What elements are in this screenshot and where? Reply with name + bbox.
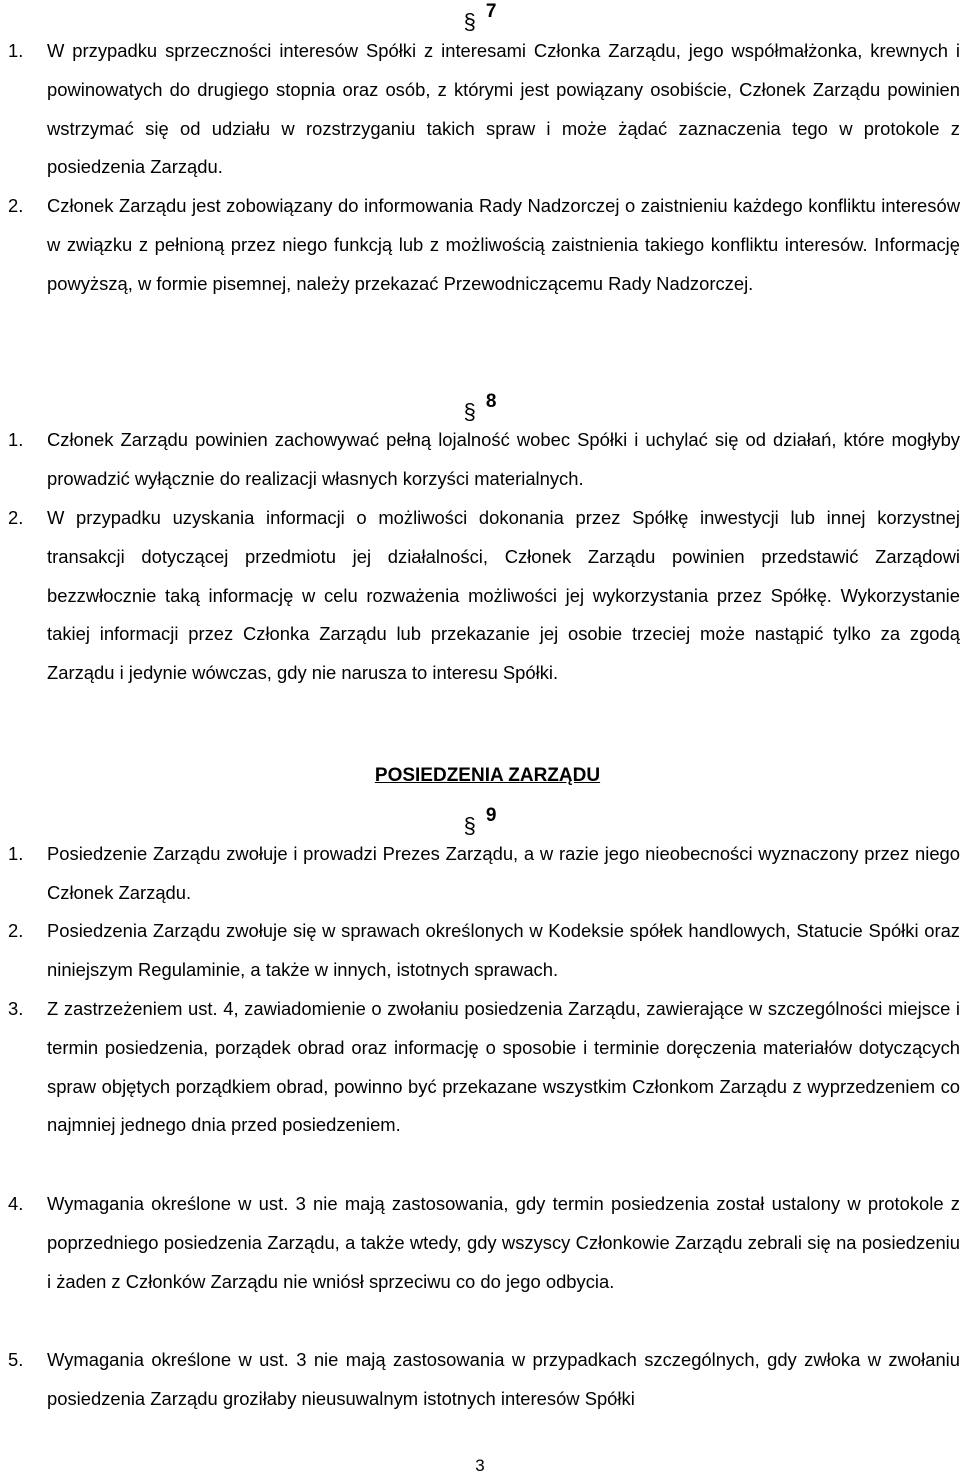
item-number: 1.: [8, 429, 24, 450]
list-item: [8, 499, 960, 733]
list-item: [8, 32, 960, 188]
chapter-title: POSIEDZENIA ZARZĄDU: [374, 765, 601, 786]
section-sign: §: [463, 9, 476, 34]
section-sign: §: [463, 813, 476, 838]
item-number: 1.: [8, 843, 24, 864]
item-number: 4.: [8, 1193, 24, 1214]
section-number: 9: [485, 805, 497, 826]
item-text: Posiedzenie Zarządu zwołuje i prowadzi Prezes Zarządu, a w razie jego nieobecności wyznaczony przez niego Członek Zarządu.: [47, 843, 960, 903]
page-number: 3: [475, 1456, 485, 1475]
item-text: W przypadku uzyskania informacji o możliwości dokonania przez Spółkę inwestycji lub innej korzystnej transakcji dotyczącej przedmiotu jej działalności, Członek Zarządu powinien przedstawić Zarządowi bezzwłocznie taką informację w celu rozważenia możliwości jej wykorzystania przez Spółkę. Wykorzystanie takiej informacji przez Członka Zarządu lub przekazanie jej osobie trzeciej może nastąpić tylko za zgodą Zarządu i jedynie wówczas, gdy nie narusza to interesu Spółki.: [47, 507, 960, 684]
item-text: Członek Zarządu powinien zachowywać pełną lojalność wobec Spółki i uchylać się od działań, które mogłyby prowadzić wyłącznie do realizacji własnych korzyści materialnych.: [47, 429, 960, 489]
list-item: [8, 187, 960, 343]
section-sign: §: [463, 399, 476, 424]
item-text: Wymagania określone w ust. 3 nie mają zastosowania w przypadkach szczególnych, gdy zwłoka w zwołaniu posiedzenia Zarządu groziłaby nieusuwalnym istotnych interesów Spółki: [47, 1349, 960, 1409]
list-item: [8, 912, 960, 990]
section-heading-7: [0, 0, 960, 34]
section-number: 8: [485, 391, 497, 412]
list-item: [8, 990, 960, 1185]
list-item: [8, 835, 960, 913]
section-heading-8: [0, 390, 960, 424]
item-text: Z zastrzeżeniem ust. 4, zawiadomienie o zwołaniu posiedzenia Zarządu, zawierające w szczególności miejsce i termin posiedzenia, porządek obrad oraz informację o sposobie i terminie doręczenia materiałów dotyczących spraw objętych porządkiem obrad, powinno być przekazane wszystkim Członkom Zarządu z wyprzedzeniem co najmniej jednego dnia przed posiedzeniem.: [47, 998, 960, 1136]
item-text: Członek Zarządu jest zobowiązany do informowania Rady Nadzorczej o zaistnieniu każdego konfliktu interesów w związku z pełnioną przez niego funkcją lub z możliwością zaistnienia takiego konfliktu interesów. Informację powyższą, w formie pisemnej, należy przekazać Przewodniczącemu Rady Nadzorczej.: [47, 195, 960, 294]
item-number: 3.: [8, 998, 24, 1019]
item-text: W przypadku sprzeczności interesów Spółki z interesami Członka Zarządu, jego współmałżonka, krewnych i powinowatych do drugiego stopnia oraz osób, z którymi jest powiązany osobiście, Członek Zarządu powinien wstrzymać się od udziału w rozstrzyganiu takich spraw i może żądać zaznaczenia tego w protokole z posiedzenia Zarządu.: [47, 40, 960, 178]
item-number: 2.: [8, 920, 24, 941]
section-number: 7: [485, 1, 497, 22]
list-item: [8, 1341, 960, 1419]
item-number: 1.: [8, 40, 24, 61]
item-number: 2.: [8, 195, 24, 216]
item-text: Wymagania określone w ust. 3 nie mają zastosowania, gdy termin posiedzenia został ustalony w protokole z poprzedniego posiedzenia Zarządu, a także wtedy, gdy wszyscy Członkowie Zarządu zebrali się na posiedzeniu i żaden z Członków Zarządu nie wniósł sprzeciwu co do jego odbycia.: [47, 1193, 960, 1292]
item-text: Posiedzenia Zarządu zwołuje się w sprawach określonych w Kodeksie spółek handlowych, Statucie Spółki oraz niniejszym Regulaminie, a także w innych, istotnych sprawach.: [47, 920, 960, 980]
item-number: 2.: [8, 507, 24, 528]
item-number: 5.: [8, 1349, 24, 1370]
list-item: [8, 421, 960, 499]
section-heading-9: [0, 804, 960, 838]
list-item: [8, 1185, 960, 1341]
